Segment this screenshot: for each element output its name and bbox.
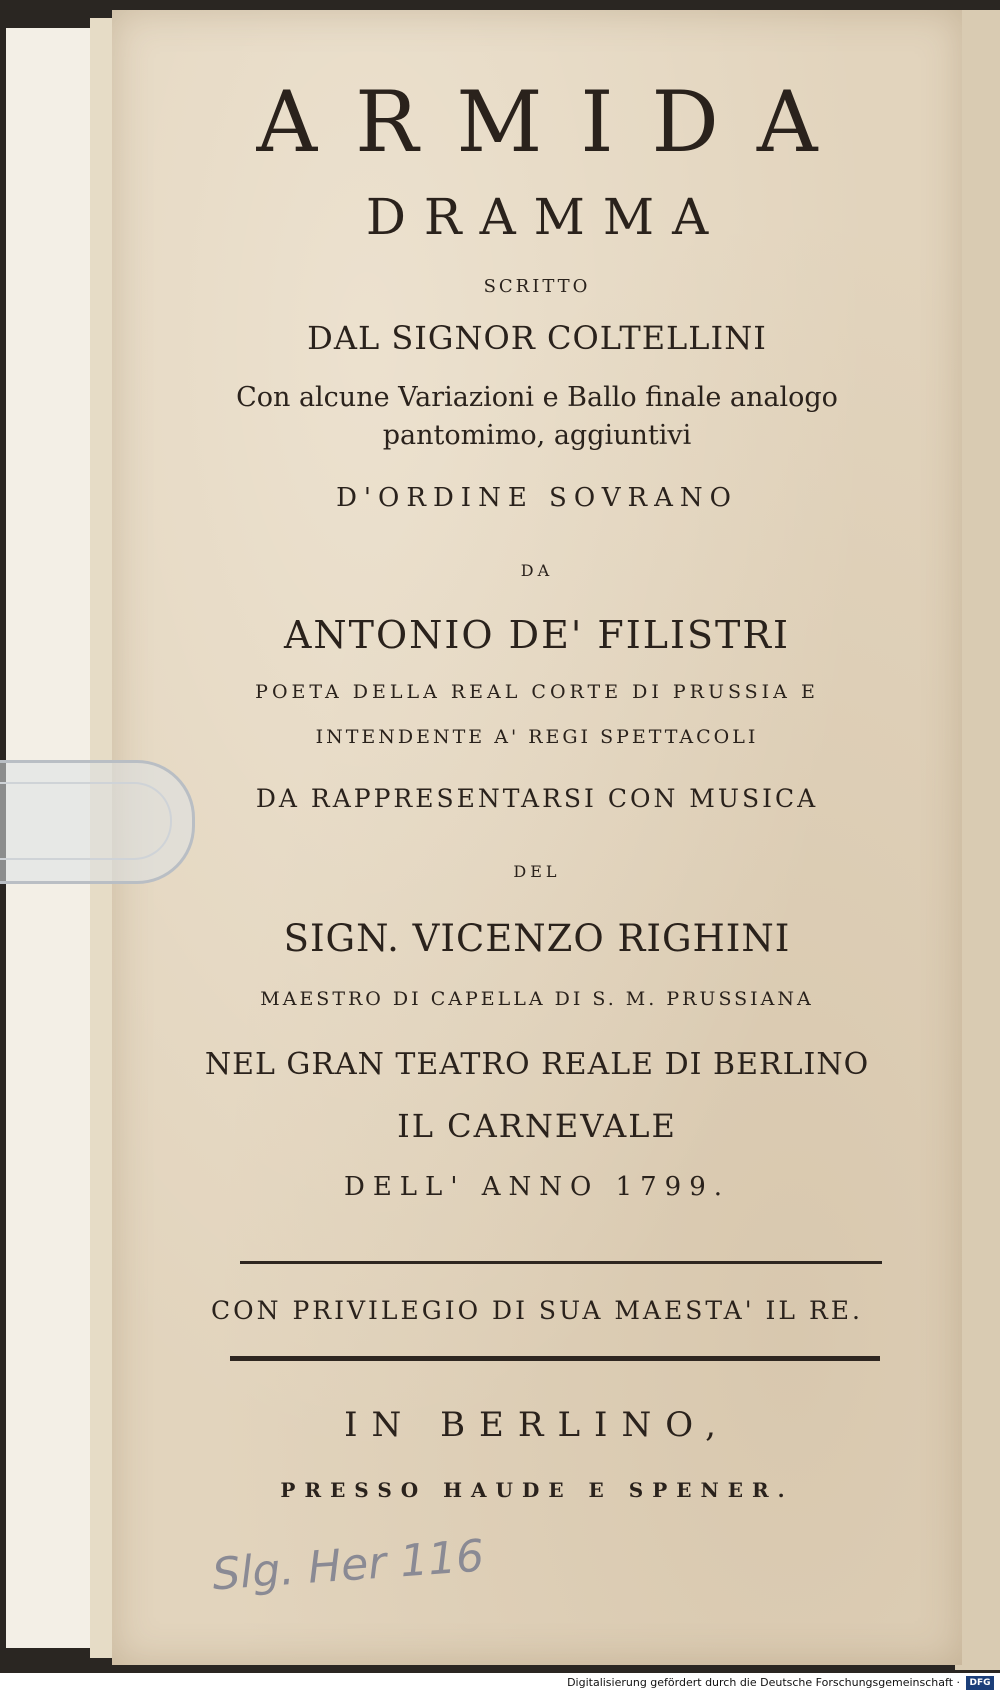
composer-title: MAESTRO DI CAPELLA DI S. M. PRUSSIANA (260, 988, 814, 1010)
paper-clip-inner (0, 782, 172, 860)
poet-title-line-2: INTENDENTE A' REGI SPETTACOLI (315, 726, 759, 748)
dfg-logo: DFG (966, 1676, 994, 1690)
del-label: DEL (513, 862, 561, 881)
variations-line-2: pantomimo, aggiuntivi (382, 420, 692, 451)
divider-rule-bottom (230, 1356, 880, 1361)
divider-rule-top (240, 1261, 882, 1264)
title-page (112, 10, 962, 1665)
year-line: DELL' ANNO 1799. (343, 1172, 731, 1202)
genre-label: DRAMMA (365, 188, 727, 246)
author-line: DAL SIGNOR COLTELLINI (307, 319, 767, 357)
composer-name: SIGN. VICENZO RIGHINI (283, 917, 791, 960)
poet-name: ANTONIO DE' FILISTRI (283, 613, 791, 657)
poet-title-line-1: POETA DELLA REAL CORTE DI PRUSSIA E (255, 681, 819, 703)
funding-footer: Digitalisierung gefördert durch die Deutsche Forschungsgemeinschaft · (0, 1673, 1000, 1693)
variations-line-1: Con alcune Variazioni e Ballo finale analogo (236, 382, 838, 413)
shelfmark-handwritten: Slg. Her 116 (210, 1530, 486, 1601)
performance-line: DA RAPPRESENTARSI CON MUSICA (255, 784, 819, 813)
venue-line: NEL GRAN TEATRO REALE DI BERLINO (204, 1047, 870, 1082)
scritto-label: SCRITTO (483, 276, 591, 297)
da-label: DA (520, 561, 554, 580)
city-line: IN BERLINO, (344, 1405, 730, 1445)
ordine-line: D'ORDINE SOVRANO (336, 483, 738, 513)
season-line: IL CARNEVALE (397, 1107, 677, 1145)
publisher-line: PRESSO HAUDE E SPENER. (280, 1478, 794, 1502)
privilege-line: CON PRIVILEGIO DI SUA MAESTA' IL RE. (211, 1296, 863, 1325)
book-title: ARMIDA (256, 73, 856, 171)
